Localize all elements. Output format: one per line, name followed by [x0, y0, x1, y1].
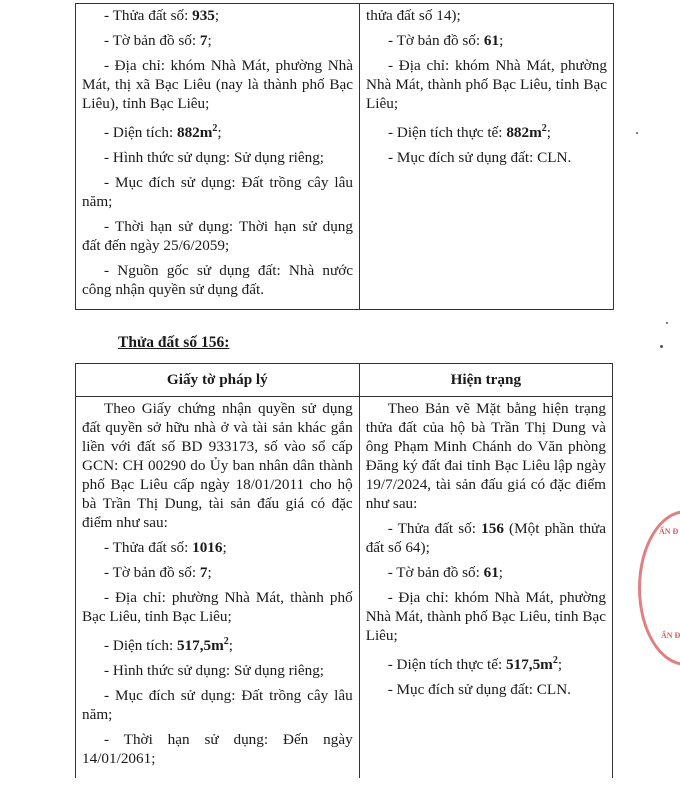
paragraph: - Tờ bản đồ số: 7;: [104, 32, 212, 49]
paragraph: - Thửa đất số: 1016;: [104, 539, 227, 556]
paragraph: - Hình thức sử dụng: Sử dụng riêng;: [104, 662, 325, 680]
paragraph: - Diện tích: $882m^2$;: [104, 123, 222, 142]
legal-docs-cell: [76, 4, 360, 310]
paragraph: thửa đất số 14);: [366, 7, 461, 24]
scan-speck: [660, 345, 663, 348]
legal-docs-list: [82, 6, 353, 299]
legal-docs-cell: [76, 397, 360, 779]
plot-title: Thửa đất số 156:: [118, 334, 230, 351]
paragraph: - Thửa đất số: 156 (Một phần thửa đất số 64);: [365, 520, 607, 556]
legal-docs-list: [82, 399, 353, 768]
paragraph: - Tờ bản đồ số: 61;: [388, 32, 504, 49]
paragraph: - Mục đích sử dụng đất: CLN.: [387, 681, 571, 699]
paragraph: - Diện tích thực tế: $882m^2$;: [388, 123, 551, 142]
property-table-156: [75, 363, 613, 778]
paragraph: - Tờ bản đồ số: 7;: [104, 564, 212, 581]
scan-speck: [666, 322, 668, 324]
paragraph: - Diện tích thực tế: $517,5m^2$;: [387, 655, 563, 674]
current-status-list: [366, 6, 607, 167]
paragraph: - Địa chỉ: khóm Nhà Mát, phường Nhà Mát, thị xã Bạc Liêu (nay là thành phố Bạc Liêu), tỉnh Bạc Liêu;: [82, 57, 353, 112]
paragraph: - Mục đích sử dụng đất: CLN.: [388, 149, 572, 167]
paragraph: - Thời hạn sử dụng: Đến ngày 14/01/2061;: [82, 731, 353, 768]
current-status-cell: [359, 397, 612, 779]
paragraph: - Địa chỉ: khóm Nhà Mát, phường Nhà Mát, thành phố Bạc Liêu, tỉnh Bạc Liêu;: [365, 589, 606, 644]
header-legal-docs: Giấy tờ pháp lý: [76, 364, 360, 397]
paragraph: - Mục đích sử dụng: Đất trồng cây lâu năm;: [82, 174, 353, 211]
paragraph: - Địa chỉ: khóm Nhà Mát, phường Nhà Mát, thành phố Bạc Liêu, tỉnh Bạc Liêu;: [366, 57, 607, 112]
paragraph: Theo Bản vẽ Mặt bằng hiện trạng thửa đất của hộ bà Trần Thị Dung và ông Phạm Minh Chánh do Văn phòng Đăng ký đất đai tỉnh Bạc Liêu lập ngày 19/7/2024, tài sản đấu giá có đặc điểm như sau:: [365, 400, 606, 512]
paragraph: - Diện tích: $517,5m^2$;: [104, 636, 234, 655]
property-table-continued: [75, 3, 614, 310]
paragraph: - Địa chỉ: phường Nhà Mát, thành phố Bạc Liêu, tỉnh Bạc Liêu;: [82, 589, 353, 625]
current-status-cell: [360, 4, 614, 310]
paragraph: Theo Giấy chứng nhận quyền sử dụng đất quyền sở hữu nhà ở và tài sản khác gắn liền với đất số BD 933173, số vào sổ cấp GCN: CH 00290 do Ủy ban nhân dân thành phố Bạc Liêu cấp ngày 18/01/2011 cho hộ bà Trần Thị Dung, tài sản đấu giá có đặc điểm như sau:: [82, 400, 353, 531]
paragraph: - Tờ bản đồ số: 61;: [387, 564, 504, 581]
stamp-text-top: ẤN Đ: [659, 527, 679, 536]
current-status-list: [366, 399, 606, 699]
paragraph: - Mục đích sử dụng: Đất trồng cây lâu năm;: [82, 687, 353, 724]
paragraph: - Hình thức sử dụng: Sử dụng riêng;: [104, 149, 325, 167]
header-current-status: Hiện trạng: [359, 364, 612, 397]
paragraph: - Thời hạn sử dụng: Thời hạn sử dụng đất đến ngày 25/6/2059;: [82, 218, 353, 255]
stamp-text-bottom: ẤN Đ: [661, 631, 680, 640]
paragraph: - Thửa đất số: 935;: [104, 7, 220, 24]
paragraph: - Nguồn gốc sử dụng đất: Nhà nước công nhận quyền sử dụng đất.: [82, 262, 353, 299]
red-seal-stamp: [638, 510, 680, 666]
scan-speck: [636, 132, 638, 134]
